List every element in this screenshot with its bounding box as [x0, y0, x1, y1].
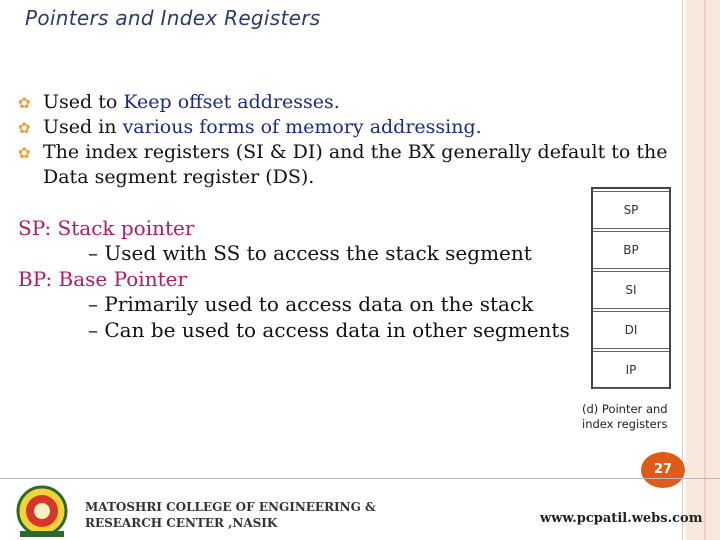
college-name-line-1: MATOSHRI COLLEGE OF ENGINEERING & — [85, 500, 376, 514]
bullet-text: Used to — [43, 91, 124, 113]
gear-bullet-icon: ✿ — [18, 94, 31, 112]
register-ip: IP — [593, 351, 669, 389]
gear-bullet-icon: ✿ — [18, 144, 31, 162]
register-di: DI — [593, 311, 669, 349]
footer-divider — [0, 478, 720, 479]
right-border-inner-line — [704, 0, 706, 540]
website-link[interactable]: www.pcpatil.webs.com — [540, 511, 703, 526]
bullet-highlight: Keep offset addresses. — [123, 91, 340, 113]
gear-bullet-icon: ✿ — [18, 119, 31, 137]
bullet-item — [18, 90, 698, 115]
sp-heading: SP: Stack pointer — [18, 216, 195, 240]
caption-line-1: (d) Pointer and — [582, 402, 668, 416]
register-sp: SP — [593, 191, 669, 229]
bullet-list — [18, 90, 698, 190]
caption-line-2: index registers — [582, 417, 668, 431]
right-border-band — [686, 0, 720, 540]
bp-heading: BP: Base Pointer — [18, 267, 188, 291]
bp-description-1: – Primarily used to access data on the stack — [88, 292, 534, 316]
sp-description: – Used with SS to access the stack segment — [88, 241, 532, 265]
right-border-line — [682, 0, 683, 540]
bullet-text: Used in — [43, 116, 123, 138]
page-number-badge: 27 — [641, 452, 685, 488]
bp-description-2: – Can be used to access data in other segments — [88, 318, 570, 342]
bullet-item — [18, 140, 703, 190]
figure-caption — [582, 402, 692, 432]
slide-title: Pointers and Index Registers — [25, 6, 321, 30]
bullet-item — [18, 115, 698, 140]
register-si: SI — [593, 271, 669, 309]
college-name-line-2: RESEARCH CENTER ,NASIK — [85, 516, 278, 530]
register-figure — [591, 187, 671, 389]
bullet-highlight: various forms of memory addressing. — [122, 116, 482, 138]
college-logo-icon — [14, 481, 70, 539]
register-bp: BP — [593, 231, 669, 269]
bullet-text: The index registers (SI & DI) and the BX generally default to the Data segment register (DS). — [43, 141, 668, 188]
